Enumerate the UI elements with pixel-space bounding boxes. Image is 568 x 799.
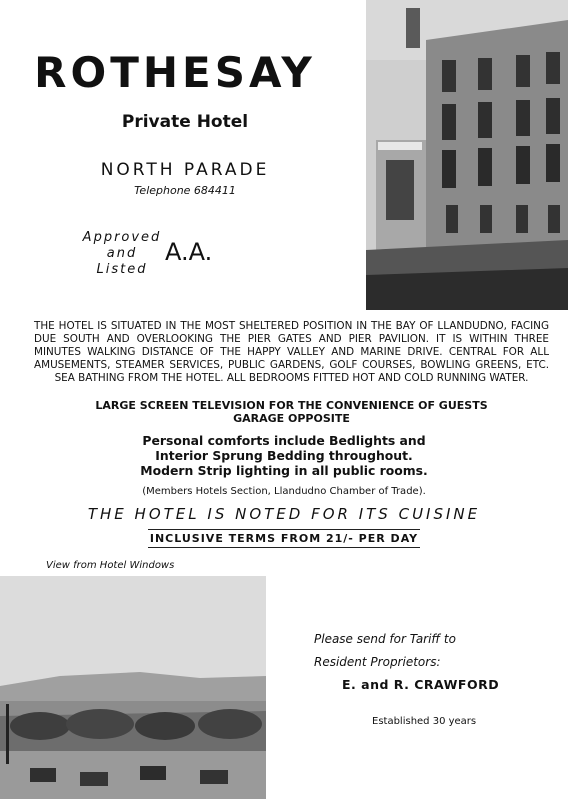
comfort-line: Personal comforts include Bedlights and bbox=[142, 433, 426, 448]
comfort-line: Interior Sprung Bedding throughout. bbox=[155, 448, 413, 463]
aa-mark: A.A. bbox=[165, 238, 213, 266]
and-word: and bbox=[106, 246, 138, 261]
television-line: LARGE SCREEN TELEVISION FOR THE CONVENIENCE OF GUESTS bbox=[95, 399, 488, 412]
hotel-subtitle: Private Hotel bbox=[121, 112, 249, 132]
hotel-description: THE HOTEL IS SITUATED IN THE MOST SHELTERED POSITION IN THE BAY OF LLANDUDNO, FACING DUE SOUTH AND OVERLOOKING THE PIER GATES AND PIER PAVILION. IT IS WITHIN THREE MINUTES WALKING DISTANCE OF THE HAPPY VALLEY AND MARINE DRIVE. CENTRAL FOR ALL AMUSEMENTS, STEAMER SERVICES, PUBLIC GARDENS, GOLF COURSES, BOWLING GREENS, ETC. SEA BATHING FROM THE HOTEL. ALL BEDROOMS FITTED HOT AND COLD RUNNING WATER. bbox=[34, 320, 549, 384]
telephone-number: Telephone 684411 bbox=[134, 184, 236, 197]
television-notice bbox=[34, 399, 549, 425]
approved-word: Approved bbox=[82, 230, 162, 245]
view-caption: View from Hotel Windows bbox=[46, 560, 175, 571]
street-address: NORTH PARADE bbox=[100, 160, 270, 180]
hotel-building-illustration bbox=[366, 0, 568, 310]
view-from-windows-photo bbox=[0, 576, 266, 799]
resident-proprietors-line: Resident Proprietors: bbox=[314, 655, 441, 669]
hotel-name: ROTHESAY bbox=[34, 48, 316, 97]
listed-word: Listed bbox=[96, 262, 148, 277]
established-note: Established 30 years bbox=[372, 716, 477, 727]
approved-listed-text bbox=[82, 230, 162, 278]
garage-line: GARAGE OPPOSITE bbox=[233, 412, 350, 425]
bay-view-illustration bbox=[0, 576, 266, 799]
tariff-request-line: Please send for Tariff to bbox=[314, 632, 456, 646]
inclusive-terms: INCLUSIVE TERMS FROM 21/- PER DAY bbox=[149, 532, 419, 545]
proprietors-name: E. and R. CRAWFORD bbox=[342, 677, 500, 692]
members-note: (Members Hotels Section, Llandudno Chamber of Trade). bbox=[142, 486, 426, 497]
comfort-line: Modern Strip lighting in all public rooms. bbox=[140, 463, 428, 478]
cuisine-slogan: THE HOTEL IS NOTED FOR ITS CUISINE bbox=[87, 505, 481, 523]
hotel-building-photo bbox=[366, 0, 568, 310]
terms-box bbox=[148, 529, 420, 548]
